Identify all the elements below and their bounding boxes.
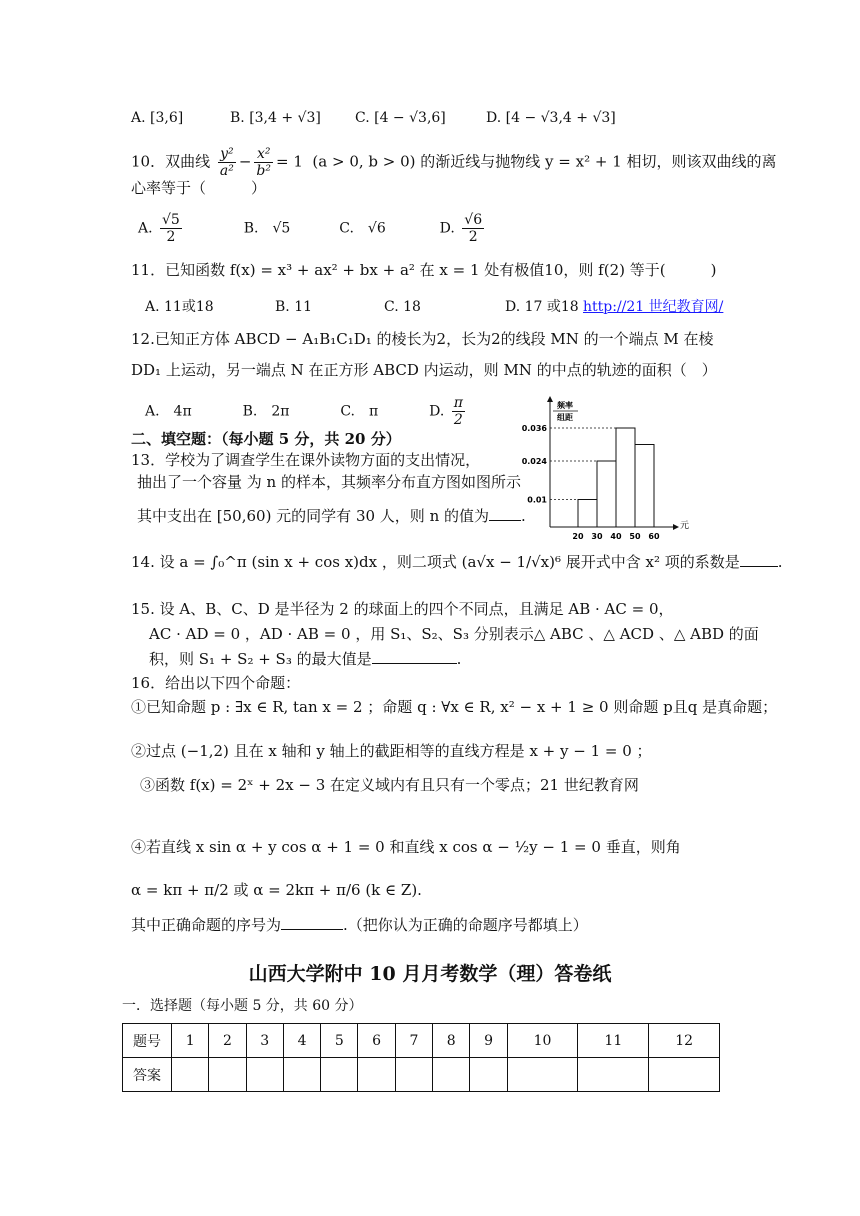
q15-blank[interactable] (372, 649, 457, 664)
question-number: 11 (578, 1024, 649, 1058)
answer-cell[interactable] (470, 1058, 507, 1092)
q10-options: A. $\frac{√5}{2}$ B. √5 C. √6 D. $\frac{√6}{2}$ (138, 212, 483, 245)
q16-head: 16．给出以下四个命题： (131, 674, 301, 692)
question-number: 12 (649, 1024, 720, 1058)
question-number: 1 (172, 1024, 209, 1058)
answer-cell[interactable] (172, 1058, 209, 1092)
q13-line1: 13．学校为了调查学生在课外读物方面的支出情况， (131, 451, 481, 469)
q11-option-c: C. 18 (384, 299, 421, 315)
q16-proposition-4a: ④若直线 x sin α + y cos α + 1 = 0 和直线 x cos α − ½y − 1 = 0 垂直，则角 (131, 838, 681, 856)
histogram-bar (616, 428, 635, 527)
q12-line1: 12.已知正方体 ABCD − A₁B₁C₁D₁ 的棱长为2，长为2的线段 MN 的一个端点 M 在棱 (131, 330, 714, 348)
answer-cell[interactable] (507, 1058, 578, 1092)
q12-options: A. 4π B. 2π C. π D. $\frac{\pi}{2}$ (145, 395, 463, 428)
histogram-y-tick: 0.036 (521, 424, 547, 433)
q9-option-b: B. [3,4 + √3] (230, 110, 321, 126)
question-number: 6 (358, 1024, 395, 1058)
question-number: 7 (395, 1024, 432, 1058)
q14-blank[interactable] (740, 552, 778, 567)
histogram-y-tick: 0.024 (521, 457, 547, 466)
q13-line2: 抽出了一个容量 为 n 的样本，其频率分布直方图如图所示 (137, 473, 521, 491)
answer-table-number-row (123, 1024, 720, 1058)
q9-option-a: A. [3,6] (131, 110, 184, 126)
q16-blank[interactable] (281, 915, 343, 930)
answer-sheet-subtitle: 一．选择题（每小题 5 分，共 60 分） (122, 998, 363, 1014)
answer-cell[interactable] (433, 1058, 470, 1092)
section-2-heading: 二、填空题：（每小题 5 分，共 20 分） (131, 430, 401, 448)
answer-cell[interactable] (246, 1058, 283, 1092)
question-number: 10 (507, 1024, 578, 1058)
q9-option-d: D. [4 − √3,4 + √3] (486, 110, 616, 126)
answer-sheet-title: 山西大学附中 10 月月考数学（理）答卷纸 (248, 963, 612, 985)
question-number: 4 (283, 1024, 320, 1058)
q15-line1: 15. 设 A、B、C、D 是半径为 2 的球面上的四个不同点，且满足 AB · AC = 0， (131, 600, 674, 618)
q11-option-a: A. 11或18 (145, 299, 214, 315)
q9-option-c: C. [4 − √3,6] (355, 110, 446, 126)
answer-cell[interactable] (283, 1058, 320, 1092)
answer-cell[interactable] (358, 1058, 395, 1092)
q16-tail: 其中正确命题的序号为 .（把你认为正确的命题序号都填上） (131, 916, 588, 934)
question-number: 3 (246, 1024, 283, 1058)
q16-proposition-2: ②过点 (−1,2) 且在 x 轴和 y 轴上的截距相等的直线方程是 x + y − 1 = 0 ； (131, 742, 652, 760)
q15-line2: AC · AD = 0 ，AD · AB = 0 ，用 S₁、S₂、S₃ 分别表示△ ABC 、△ ACD 、△ ABD 的面 (149, 625, 759, 643)
q15-line3: 积，则 S₁ + S₂ + S₃ 的最大值是 . (149, 650, 462, 668)
answer-cell[interactable] (578, 1058, 649, 1092)
question-number: 2 (209, 1024, 246, 1058)
q11-option-d: D. 17 或18 (505, 299, 579, 315)
q16-proposition-1: ①已知命题 p : ∃x ∈ R, tan x = 2 ；命题 q : ∀x ∈ R, x² − x + 1 ≥ 0 则命题 p且q 是真命题； (131, 698, 778, 716)
answer-cell[interactable] (649, 1058, 720, 1092)
ylabel-top: 频率 (557, 401, 573, 410)
q13-line3: 其中支出在 [50,60) 元的同学有 30 人，则 n 的值为 . (137, 507, 526, 525)
frequency-histogram (520, 392, 695, 542)
q10-line2: 心率等于（ ） (131, 179, 267, 197)
answer-cell[interactable] (209, 1058, 246, 1092)
q11-link[interactable]: http://21 世纪教育网/ (583, 299, 724, 315)
row-head-answer: 答案 (123, 1058, 172, 1092)
q10-line1: 10．双曲线 $\frac{\text{y²}}{\text{a²}}$ − $\frac{\text{x²}}{\text{b²}}$ = 1 (a > 0, b > 0) 的渐近线与抛物线 y = x² + 1 相切，则该双曲线的离 (131, 146, 777, 179)
ylabel-bottom: 组距 (557, 413, 573, 422)
answer-table (122, 1023, 720, 1092)
histogram-x-tick: 50 (629, 532, 641, 541)
answer-table-answer-row (123, 1058, 720, 1092)
q12-line2: DD₁ 上运动，另一端点 N 在正方形 ABCD 内运动，则 MN 的中点的轨迹的面积（ ） (131, 361, 717, 379)
histogram-y-tick: 0.01 (527, 495, 547, 505)
q11-text: 11．已知函数 f(x) = x³ + ax² + bx + a² 在 x = 1 处有极值10，则 f(2) 等于( ) (131, 261, 717, 279)
q13-blank[interactable] (489, 506, 521, 521)
q14-text: 14. 设 a = ∫₀^π (sin x + cos x)dx ，则二项式 (a√x − 1/√x)⁶ 展开式中含 x² 项的系数是 . (131, 553, 783, 571)
histogram-x-tick: 20 (572, 532, 584, 541)
histogram-x-tick: 60 (648, 532, 660, 541)
question-number: 9 (470, 1024, 507, 1058)
question-number: 8 (433, 1024, 470, 1058)
q16-proposition-4b: α = kπ + π/2 或 α = 2kπ + π/6 (k ∈ Z). (131, 881, 422, 899)
histogram-x-tick: 30 (591, 532, 603, 541)
q16-proposition-3: ③函数 f(x) = 2ˣ + 2x − 3 在定义域内有且只有一个零点；21 世纪教育网 (140, 776, 639, 794)
q11-option-b: B. 11 (275, 299, 313, 315)
histogram-bar (635, 445, 654, 528)
histogram-ylabel (553, 400, 578, 422)
histogram-xlabel: 元 (680, 521, 690, 531)
histogram-x-tick: 40 (610, 532, 622, 541)
histogram-bar (578, 500, 597, 528)
answer-cell[interactable] (321, 1058, 358, 1092)
histogram-bar (597, 461, 616, 527)
question-number: 5 (321, 1024, 358, 1058)
row-head-number: 题号 (123, 1024, 172, 1058)
answer-cell[interactable] (395, 1058, 432, 1092)
